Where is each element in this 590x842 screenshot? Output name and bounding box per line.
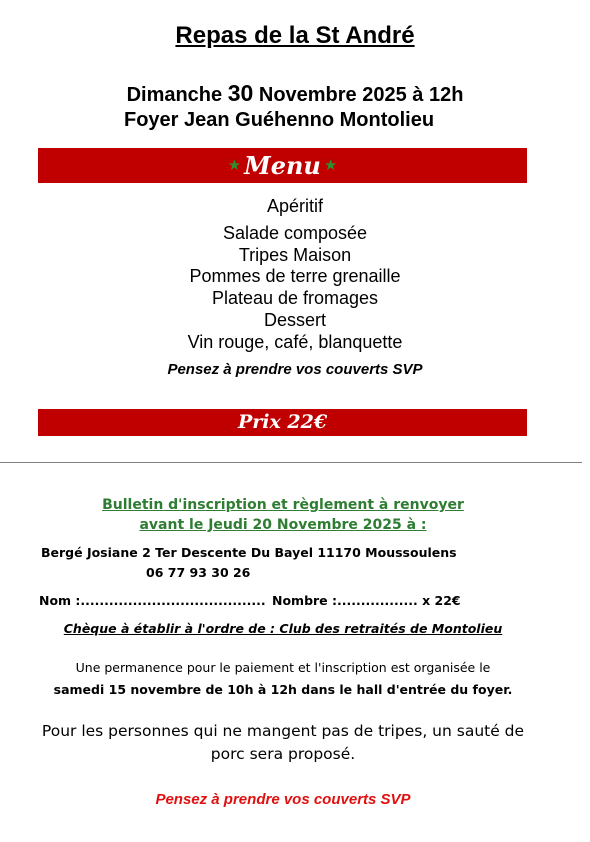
menu-item: Apéritif <box>266 196 324 216</box>
date-suffix: Novembre 2025 à 12h <box>253 84 464 106</box>
event-date <box>0 80 590 107</box>
permanence-line-1: Une permanence pour le paiement et l'inscription est organisée le <box>75 660 491 675</box>
cheque-instructions: Chèque à établir à l'ordre de : Club des retraités de Montolieu <box>63 621 503 636</box>
permanence-line-2: samedi 15 novembre de 10h à 12h dans le hall d'entrée du foyer. <box>53 682 513 697</box>
tripes-note-line-2: porc sera proposé. <box>210 745 356 763</box>
menu-item: Dessert <box>263 309 326 330</box>
tripes-note-line-1: Pour les personnes qui ne mangent pas de tripes, un sauté de <box>41 722 525 740</box>
divider <box>0 462 582 463</box>
menu-header-band <box>38 148 527 183</box>
name-field[interactable]: Nom :....................................... <box>39 593 266 608</box>
bulletin-line-2: avant le Jeudi 20 Novembre 2025 à : <box>139 517 427 533</box>
page-title: Repas de la St André <box>175 22 415 49</box>
contact-phone: 06 77 93 30 26 <box>146 565 251 580</box>
star-icon: ★ <box>227 157 242 174</box>
price-band <box>38 409 527 436</box>
date-day: 30 <box>227 80 254 106</box>
event-venue: Foyer Jean Guéhenno Montolieu <box>124 109 435 131</box>
menu-header: Menu <box>244 151 321 180</box>
menu-item: Tripes Maison <box>238 244 352 265</box>
star-icon: ★ <box>323 157 338 174</box>
menu-list <box>0 196 590 354</box>
menu-item: Salade composée <box>222 222 368 243</box>
menu-item: Plateau de fromages <box>211 288 379 309</box>
date-prefix: Dimanche <box>126 84 228 106</box>
bulletin-line-1: Bulletin d'inscription et règlement à renvoyer <box>102 497 464 513</box>
quantity-field[interactable]: Nombre :................. x 22€ <box>272 593 461 608</box>
couverts-note-bottom: Pensez à prendre vos couverts SVP <box>155 791 411 808</box>
menu-item: Pommes de terre grenaille <box>189 266 401 287</box>
price-label: Prix 22€ <box>237 411 328 433</box>
menu-item: Vin rouge, café, blanquette <box>187 331 403 352</box>
contact-address: Bergé Josiane 2 Ter Descente Du Bayel 11170 Moussoulens <box>41 545 457 560</box>
couverts-note: Pensez à prendre vos couverts SVP <box>167 361 423 378</box>
